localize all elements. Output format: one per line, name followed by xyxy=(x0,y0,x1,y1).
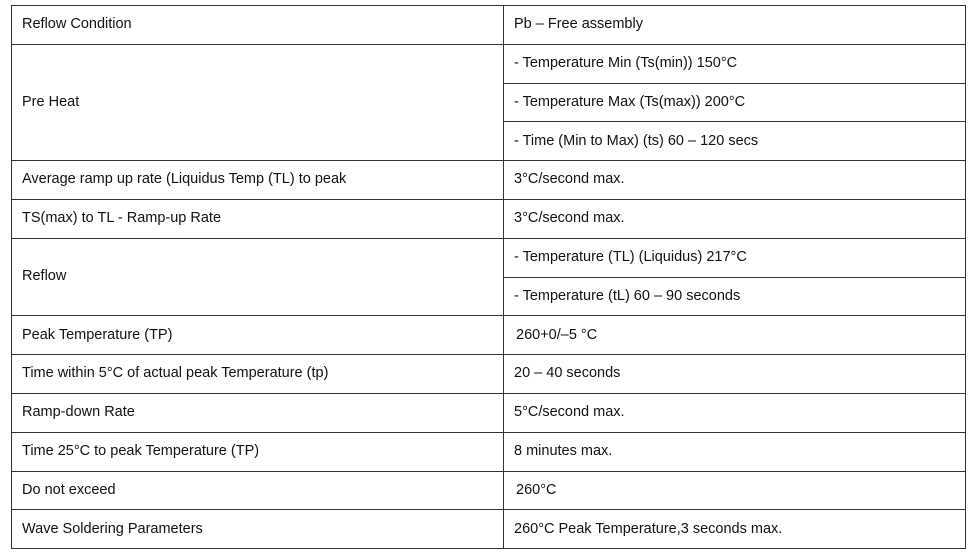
value-cell: - Temperature Max (Ts(max)) 200°C xyxy=(504,83,966,122)
param-cell: Time 25°C to peak Temperature (TP) xyxy=(12,432,504,471)
table-row xyxy=(12,238,966,277)
param-cell: Wave Soldering Parameters xyxy=(12,510,504,549)
table-row xyxy=(12,510,966,549)
param-cell: Average ramp up rate (Liquidus Temp (TL) to peak xyxy=(12,161,504,200)
value-cell: 3°C/second max. xyxy=(504,161,966,200)
param-cell: Reflow xyxy=(12,238,504,316)
value-cell: - Temperature (TL) (Liquidus) 217°C xyxy=(504,238,966,277)
value-cell: 20 – 40 seconds xyxy=(504,355,966,394)
value-cell: 260°C Peak Temperature,3 seconds max. xyxy=(504,510,966,549)
table-row xyxy=(12,44,966,83)
param-cell: Ramp-down Rate xyxy=(12,393,504,432)
table-row xyxy=(12,471,966,510)
value-cell: 3°C/second max. xyxy=(504,199,966,238)
value-cell: 260°C xyxy=(504,471,966,510)
param-cell: Time within 5°C of actual peak Temperature (tp) xyxy=(12,355,504,394)
param-cell: TS(max) to TL - Ramp-up Rate xyxy=(12,199,504,238)
table-row xyxy=(12,393,966,432)
table-row xyxy=(12,6,966,45)
table-row xyxy=(12,432,966,471)
value-cell: - Temperature (tL) 60 – 90 seconds xyxy=(504,277,966,316)
reflow-spec-table xyxy=(11,5,966,549)
value-cell: 8 minutes max. xyxy=(504,432,966,471)
table-row xyxy=(12,355,966,394)
param-cell: Reflow Condition xyxy=(12,6,504,45)
value-cell: 5°C/second max. xyxy=(504,393,966,432)
value-cell: Pb – Free assembly xyxy=(504,6,966,45)
param-cell: Do not exceed xyxy=(12,471,504,510)
table-row xyxy=(12,316,966,355)
value-cell: 260+0/–5 °C xyxy=(504,316,966,355)
param-cell: Pre Heat xyxy=(12,44,504,160)
table-row xyxy=(12,199,966,238)
value-cell: - Temperature Min (Ts(min)) 150°C xyxy=(504,44,966,83)
value-cell: - Time (Min to Max) (ts) 60 – 120 secs xyxy=(504,122,966,161)
table-row xyxy=(12,161,966,200)
param-cell: Peak Temperature (TP) xyxy=(12,316,504,355)
